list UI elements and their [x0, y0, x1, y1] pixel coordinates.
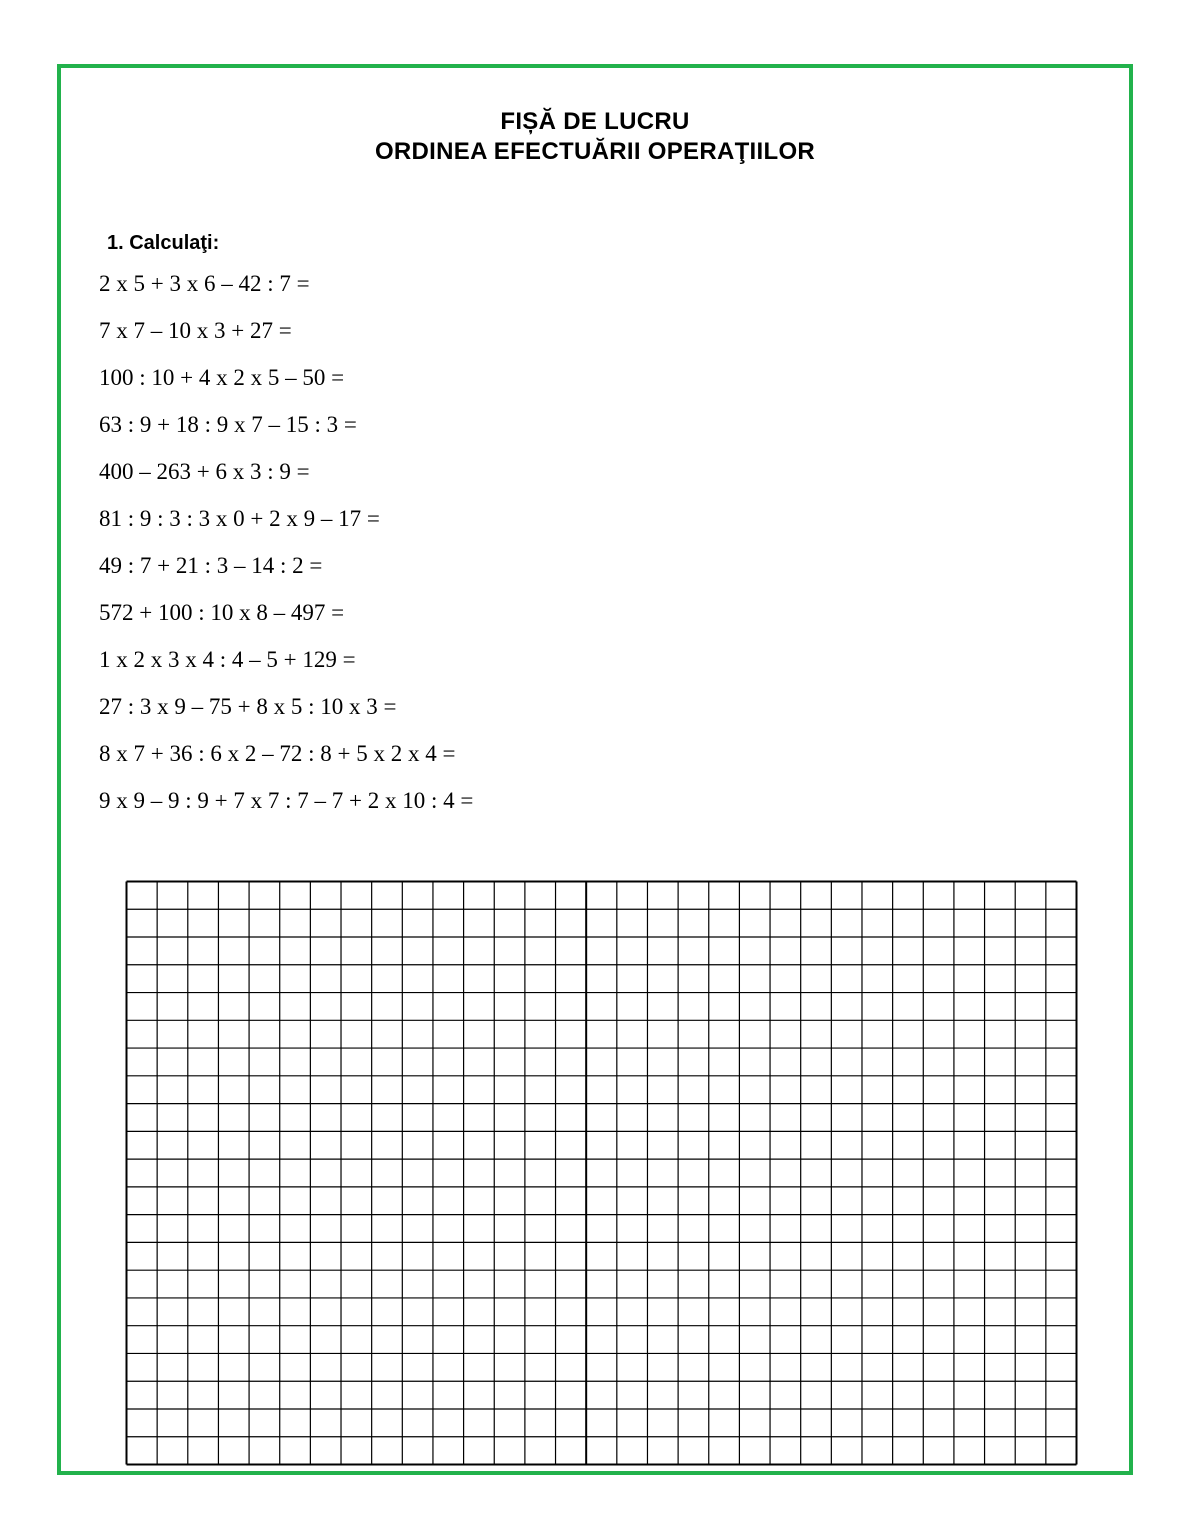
exercise-item: 49 : 7 + 21 : 3 – 14 : 2 =: [99, 553, 323, 578]
exercise-item: 81 : 9 : 3 : 3 x 0 + 2 x 9 – 17 =: [99, 506, 380, 531]
exercise-item: 7 x 7 – 10 x 3 + 27 =: [99, 318, 292, 343]
worksheet-border: [57, 64, 1133, 1475]
exercise-item: 27 : 3 x 9 – 75 + 8 x 5 : 10 x 3 =: [99, 694, 397, 719]
exercise-heading: 1. Calculaţi:: [107, 232, 220, 254]
exercise-item: 400 – 263 + 6 x 3 : 9 =: [99, 459, 310, 484]
exercise-item: 63 : 9 + 18 : 9 x 7 – 15 : 3 =: [99, 412, 357, 437]
exercise-item: 100 : 10 + 4 x 2 x 5 – 50 =: [99, 365, 345, 390]
exercise-item: 8 x 7 + 36 : 6 x 2 – 72 : 8 + 5 x 2 x 4 =: [99, 741, 456, 766]
worksheet-subtitle: ORDINEA EFECTUĂRII OPERAŢIILOR: [374, 138, 816, 165]
exercise-item: 1 x 2 x 3 x 4 : 4 – 5 + 129 =: [99, 647, 356, 672]
exercise-item: 572 + 100 : 10 x 8 – 497 =: [99, 600, 345, 625]
worksheet-title: FIȘĂ DE LUCRU: [500, 108, 690, 135]
answer-grid[interactable]: [125, 880, 1078, 1466]
exercise-item: 2 x 5 + 3 x 6 – 42 : 7 =: [99, 271, 310, 296]
exercise-list: [99, 270, 473, 834]
exercise-item: 9 x 9 – 9 : 9 + 7 x 7 : 7 – 7 + 2 x 10 : 4 =: [99, 788, 474, 813]
